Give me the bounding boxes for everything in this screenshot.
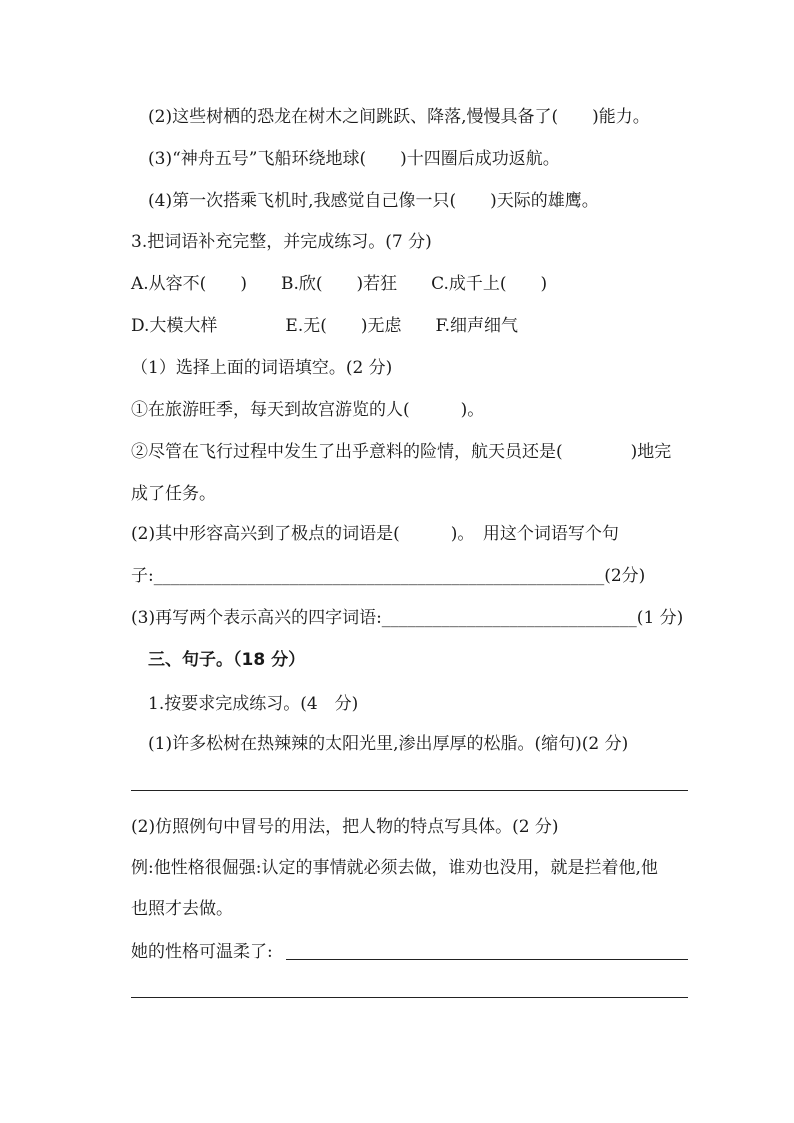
- line-q2-item2: (2)这些树栖的恐龙在树木之间跳跃、降落,慢慢具备了( )能力。: [148, 107, 650, 127]
- line-q2-item4: (4)第一次搭乘飞机时,我感觉自己像一只( )天际的雄鹰。: [148, 191, 599, 211]
- q3-row2: D.大模大样 E.无( )无虑 F.细声细气: [131, 316, 519, 336]
- example-line1: 例:他性格很倔强:认定的事情就必须去做，谁劝也没用，就是拦着他,他: [131, 858, 658, 878]
- s3-q1-sub2: (2)仿照例句中冒号的用法，把人物的特点写具体。(2 分): [131, 817, 559, 837]
- q3-sub2-line2: 子:_____________________________________________________(2分): [131, 566, 646, 586]
- s3-q1-sub1: (1)许多松树在热辣辣的太阳光里,渗出厚厚的松脂。(缩句)(2 分): [148, 734, 629, 754]
- q3-sub1-b-line2: 成了任务。: [131, 484, 216, 504]
- example-line2: 也照才去做。: [131, 899, 233, 919]
- q3-sub3: (3)再写两个表示高兴的四字词语:______________________________(1 分): [131, 608, 684, 628]
- prompt-line: 她的性格可温柔了:: [131, 942, 273, 962]
- q3-sub1-title: （1）选择上面的词语填空。(2 分): [131, 358, 393, 378]
- line-q2-item3: (3)“神舟五号”飞船环绕地球( )十四圈后成功返航。: [148, 149, 560, 169]
- q3-sub2-line1: (2)其中形容高兴到了极点的词语是( )。 用这个词语写个句: [131, 524, 619, 544]
- answer-line-1[interactable]: [131, 790, 688, 791]
- s3-q1-title: 1.按要求完成练习。(4 分): [148, 694, 359, 714]
- q3-row1: A.从容不( ) B.欣( )若狂 C.成千上( ): [131, 274, 548, 294]
- answer-line-2[interactable]: [286, 959, 688, 960]
- q3-sub1-b-line1: ②尽管在飞行过程中发生了出乎意料的险情，航天员还是( )地完: [131, 442, 672, 462]
- answer-line-3[interactable]: [131, 997, 688, 998]
- q3-sub1-a: ①在旅游旺季，每天到故宫游览的人( )。: [131, 400, 485, 420]
- q3-title: 3.把词语补充完整，并完成练习。(7 分): [131, 232, 432, 252]
- section3-heading: 三、句子。（18 分）: [148, 650, 306, 670]
